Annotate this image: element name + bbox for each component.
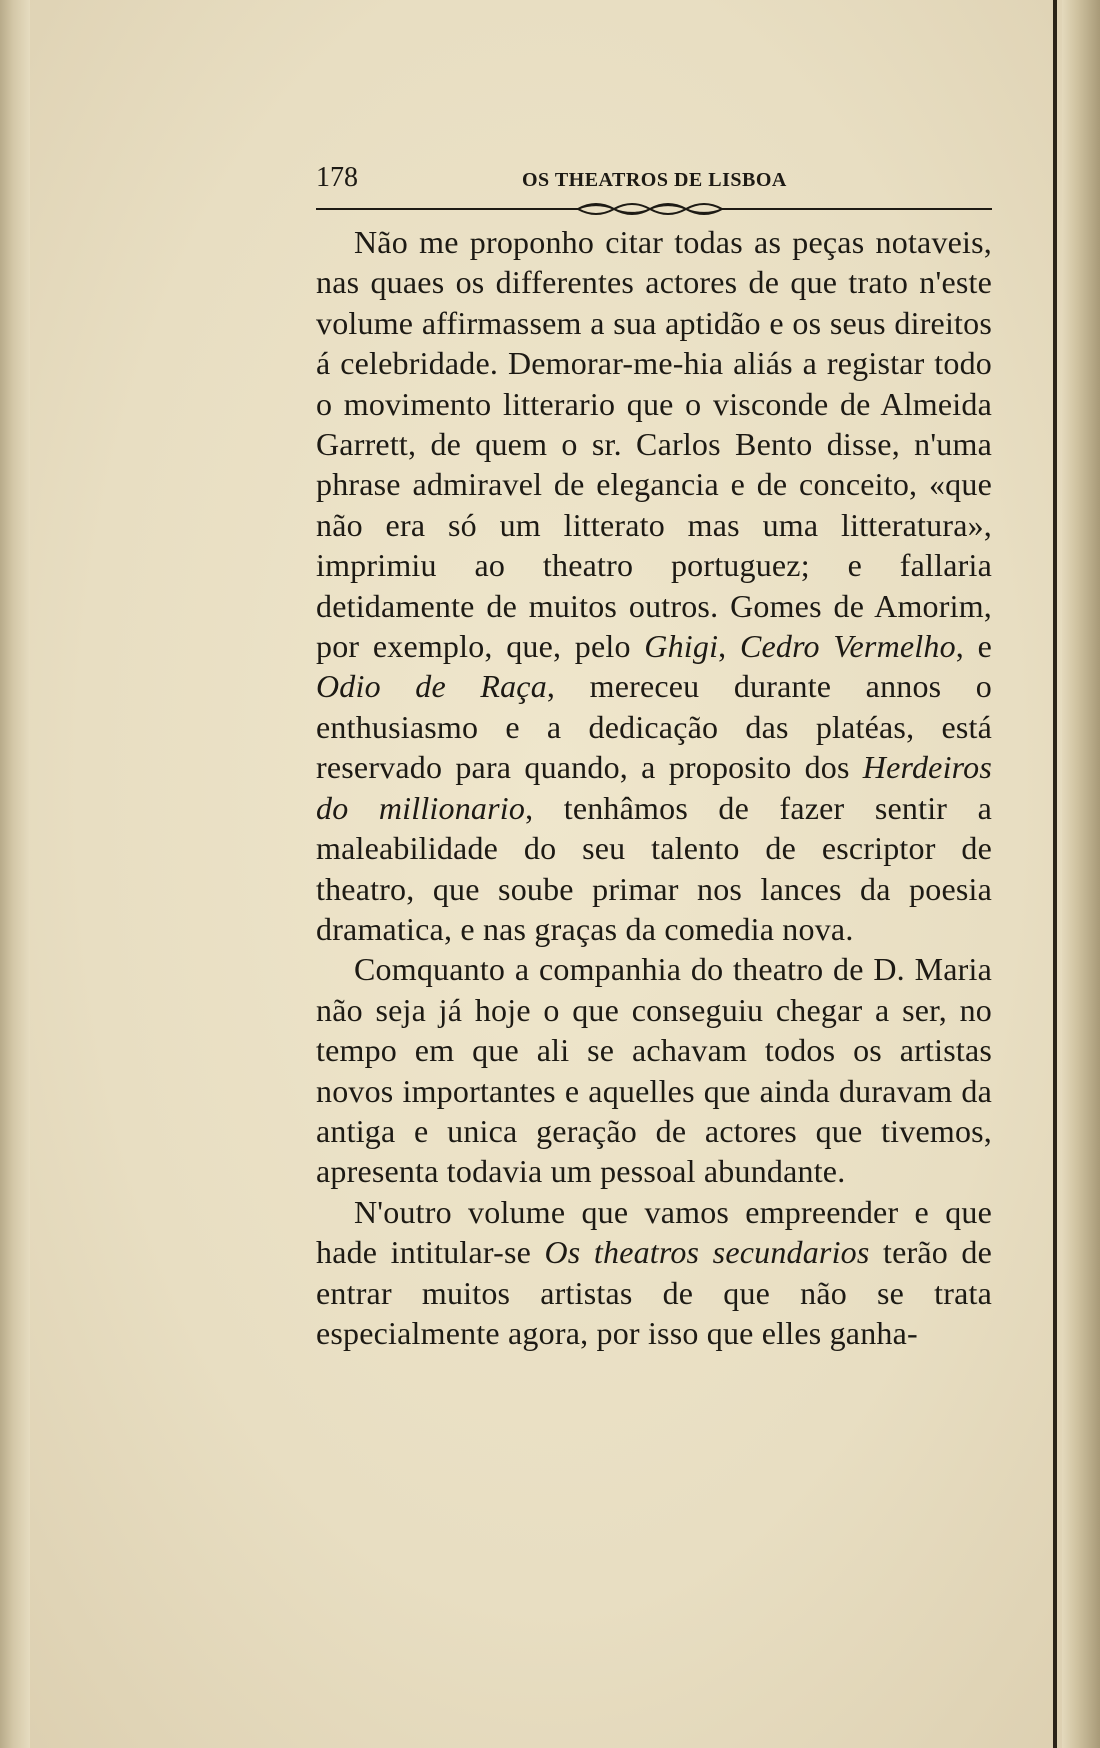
page-number: 178	[316, 162, 358, 193]
text-run: ,	[718, 628, 740, 665]
text-run: Não me proponho citar todas as peças notaveis, nas quaes os differentes actores de que trato n'este volume affirmassem a sua aptidão e os seus direitos á celebridade. Demorar-me-hia aliás a registar todo o movimento litterario que o visconde de Almeida Garrett, de quem o sr. Carlos Bento disse, n'uma phrase admiravel de elegancia e de conceito, «que não era só um litterato mas uma litteratura», imprimiu ao theatro portuguez; e fallaria detidamente de muitos outros. Gomes de Amorim, por exemplo, que, pelo	[316, 224, 992, 665]
italic-title: Cedro Vermelho	[739, 628, 956, 665]
page-edge	[1062, 0, 1100, 1748]
italic-title: Os theatros secundarios	[544, 1234, 870, 1271]
text-run: Comquanto a companhia do theatro de D. Maria não seja já hoje o que conseguiu chegar a ser, no tempo em que ali se achavam todos os artistas novos importantes e aquelles que ainda duravam da antiga e unica geração de actores que tivemos, apresenta todavia um pessoal abundante.	[316, 951, 992, 1190]
text-run: , mereceu durante annos o enthusiasmo e a dedicação das platéas, está reservado para quando, a proposito dos	[316, 668, 993, 786]
header-ornament	[316, 198, 992, 222]
paragraph	[316, 949, 992, 1191]
italic-title: Odio de Raça	[316, 668, 547, 705]
text-run: , tenhâmos de fazer sentir a maleabilidade do seu talento de escriptor de theatro, que soube primar nos lances da poesia dramatica, e nas graças da comedia nova.	[316, 789, 992, 947]
paragraph	[316, 1192, 992, 1354]
text-run: terão de entrar muitos artistas de que não se trata especialmente agora, por isso que elles ganha-	[316, 1234, 992, 1351]
italic-title: Ghigi	[644, 628, 719, 665]
body-text	[316, 222, 992, 1353]
page-header	[316, 158, 996, 198]
italic-title: Herdeiros do millionario	[316, 749, 992, 826]
binding-gutter	[0, 0, 30, 1748]
paragraph	[316, 222, 992, 949]
page-edge-shadow	[1053, 0, 1057, 1748]
text-run: N'outro volume que vamos empreender e que hade intitular-se	[316, 1193, 992, 1271]
text-run: , e	[955, 628, 992, 665]
running-head: OS THEATROS DE LISBOA	[522, 169, 787, 191]
